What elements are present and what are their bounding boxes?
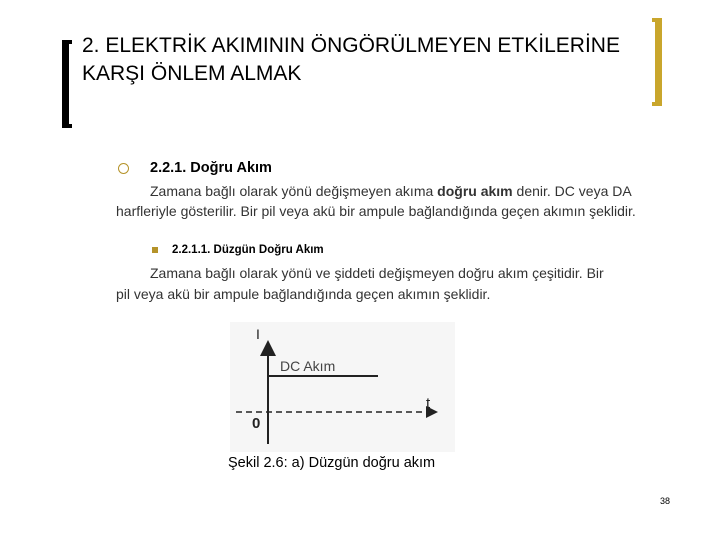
- subsection-text: Zamana bağlı olarak yönü ve şiddeti değişmeyen doğru akım çeşitidir. Bir pil veya akü bir ampule bağlandığında geçen akımın şeklidir.: [116, 265, 604, 302]
- subsection-paragraph: [116, 263, 616, 305]
- section-text-after-bold: denir. DC veya DA harfleriyle gösterilir. Bir pil veya akü bir ampule bağlandığında geçen akımın şeklidir.: [116, 183, 636, 219]
- series-label: DC Akım: [280, 358, 336, 374]
- y-axis-label: I: [256, 326, 260, 342]
- x-axis-label: t: [426, 395, 431, 412]
- dc-current-graph: [230, 322, 455, 452]
- figure-caption: Şekil 2.6: a) Düzgün doğru akım: [228, 455, 436, 471]
- title-bracket-left: [62, 40, 72, 128]
- subsection-heading: 2.2.1.1. Düzgün Doğru Akım: [172, 244, 324, 256]
- section-text-before-bold: Zamana bağlı olarak yönü değişmeyen akıma: [150, 183, 438, 199]
- bullet-square-icon: [152, 247, 158, 253]
- slide-title: 2. ELEKTRİK AKIMININ ÖNGÖRÜLMEYEN ETKİLERİNE KARŞI ÖNLEM ALMAK: [82, 34, 620, 85]
- dc-current-figure: [230, 322, 455, 452]
- section-paragraph: [116, 181, 636, 221]
- section-heading: 2.2.1. Doğru Akım: [150, 160, 272, 176]
- title-bracket-right: [652, 18, 662, 106]
- section-bold-term: doğru akım: [437, 183, 513, 199]
- page-number: 38: [660, 496, 671, 506]
- bullet-circle-icon: [118, 163, 129, 174]
- origin-label: 0: [252, 415, 261, 432]
